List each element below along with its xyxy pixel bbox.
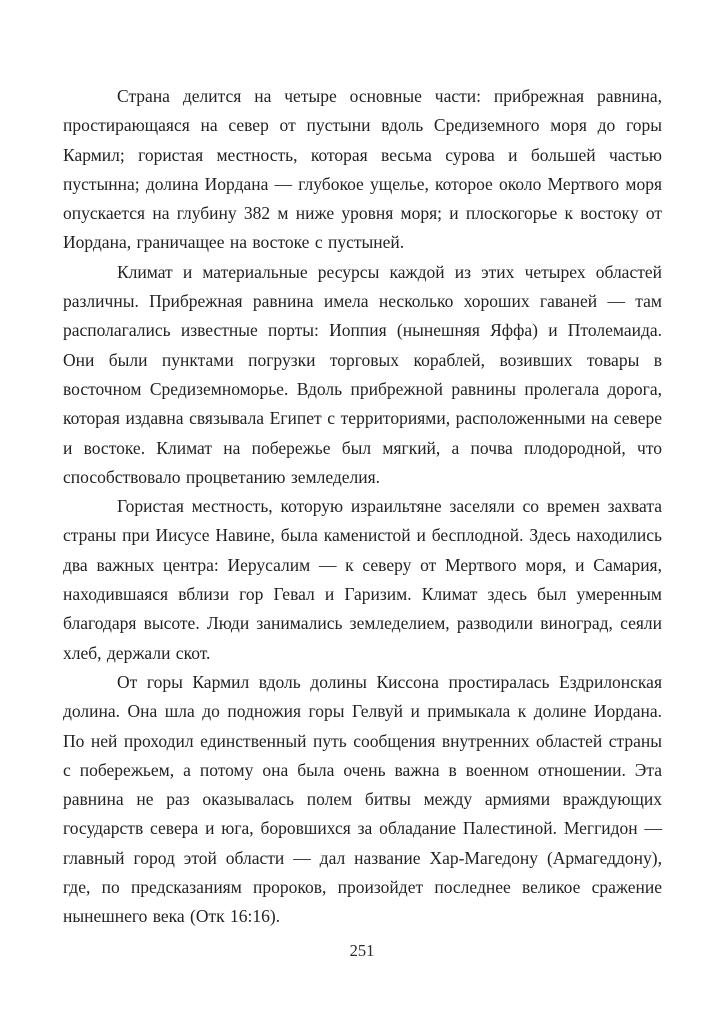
paragraph-country-parts: Страна делится на четыре основные части: прибрежная равнина, простирающаяся на север от пустыни вдоль Средиземного моря до горы Кармил; гористая местность, которая весьма сурова и большей частью пустынна; долина Иордана — глубокое ущелье, которое около Мертвого моря опускается на глубину 382 м ниже уровня моря; и плоскогорье к востоку от Иордана, граничащее на востоке с пустыней.	[63, 86, 662, 253]
body-text	[63, 82, 662, 932]
paragraph-esdraelon-valley: От горы Кармил вдоль долины Киссона простиралась Ездрилонская долина. Она шла до подножия горы Гелвуй и примыкала к долине Иордана. По ней проходил единственный путь сообщения внутренних областей страны с побережьем, а потому она была очень важна в военном отношении. Эта равнина не раз оказывалась полем битвы между армиями враждующих государств севера и юга, боровшихся за обладание Палестиной. Меггидон — главный город этой области — дал название Хар-Магедону (Армагеддону), где, по предсказаниям пророков, произойдет последнее великое сражение нынешнего века (Отк 16:16).	[63, 671, 662, 927]
page-number: 251	[349, 941, 375, 960]
paragraph-climate-resources: Климат и материальные ресурсы каждой из этих четырех областей различны. Прибрежная равнина имела несколько хороших гаваней — там располагались известные порты: Иоппия (нынешняя Яффа) и Птолемаида. Они были пунктами погрузки торговых кораблей, возивших товары в восточном Средиземноморье. Вдоль прибрежной равнины пролегала дорога, которая издавна связывала Египет с территориями, расположенными на севере и востоке. Климат на побережье был мягкий, а почва плодородной, что способствовало процветанию земледелия.	[63, 261, 662, 487]
paragraph-mountain-region: Гористая местность, которую израильтяне заселяли со времен захвата страны при Иисусе Навине, была каменистой и бесплодной. Здесь находились два важных центра: Иерусалим — к северу от Мертвого моря, и Самария, находившаяся вблизи гор Гевал и Гаризим. Климат здесь был умеренным благодаря высоте. Люди занимались земледелием, разводили виноград, сеяли хлеб, держали скот.	[63, 496, 662, 663]
